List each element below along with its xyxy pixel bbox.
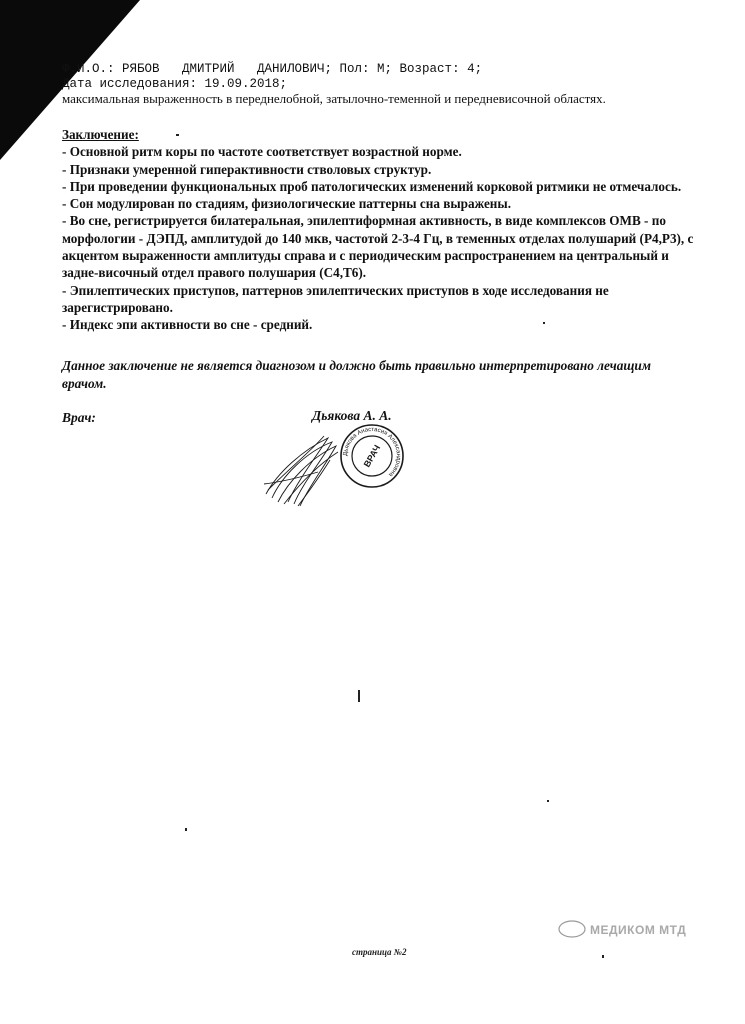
conclusion-item: - Основной ритм коры по частоте соответствует возрастной норме. xyxy=(62,144,462,160)
previous-page-continuation: максимальная выраженность в переднелобной, затылочно-теменной и передневисочной областях. xyxy=(62,91,606,106)
exam-date-line: Дата исследования: 19.09.2018; xyxy=(62,77,288,91)
conclusion-item: - Признаки умеренной гиперактивности стволовых структур. xyxy=(62,161,432,177)
scan-speck xyxy=(547,800,549,802)
scan-speck xyxy=(602,955,604,958)
watermark-text: МЕДИКОМ МТД xyxy=(590,923,687,937)
scan-speck xyxy=(185,828,187,831)
stamp-center-text: ВРАЧ xyxy=(361,443,383,469)
conclusion-item: - Сон модулирован по стадиям, физиологические паттерны сна выражены. xyxy=(62,196,511,212)
doctor-name: Дьякова А. А. xyxy=(312,408,392,423)
conclusion-section xyxy=(62,126,702,334)
scan-speck xyxy=(543,322,545,324)
stamp-ring-text: Дьякова Анастасия Александровна xyxy=(342,426,402,478)
clinic-watermark xyxy=(556,916,706,942)
doctor-label: Врач: xyxy=(62,410,96,425)
conclusion-item: - Индекс эпи активности во сне - средний. xyxy=(62,317,313,333)
scan-speck xyxy=(358,690,360,702)
scan-speck xyxy=(176,134,179,136)
conclusion-title: Заключение: xyxy=(62,127,139,142)
patient-info-line: Ф.И.О.: РЯБОВ ДМИТРИЙ ДАНИЛОВИЧ; Пол: М; Возраст: 4; xyxy=(62,62,483,76)
conclusion-item: - Во сне, регистрируется билатеральная, эпилептиформная активность, в виде комплексов ОМВ - по морфологии - ДЭПД, амплитудой до 140 мкв, частотой 2-3-4 Гц, в теменных отделах полушарий (Р4,Р3), с акцентом выраженности амплитуды справа и с периодическим распространением на центральный и задне-височный отдел правого полушария (С4,Т6). xyxy=(62,213,694,281)
conclusion-item: - Эпилептических приступов, паттернов эпилептических приступов в ходе исследования не зарегистрировано. xyxy=(62,282,609,315)
disclaimer-note: Данное заключение не является диагнозом и должно быть правильно интерпретировано лечащим врачом. xyxy=(62,358,651,391)
handwritten-signature xyxy=(258,432,348,512)
conclusion-item: - При проведении функциональных проб патологических изменений корковой ритмики не отмечалось. xyxy=(62,178,682,194)
doctor-stamp xyxy=(338,422,406,490)
page-number: страница №2 xyxy=(352,947,407,957)
